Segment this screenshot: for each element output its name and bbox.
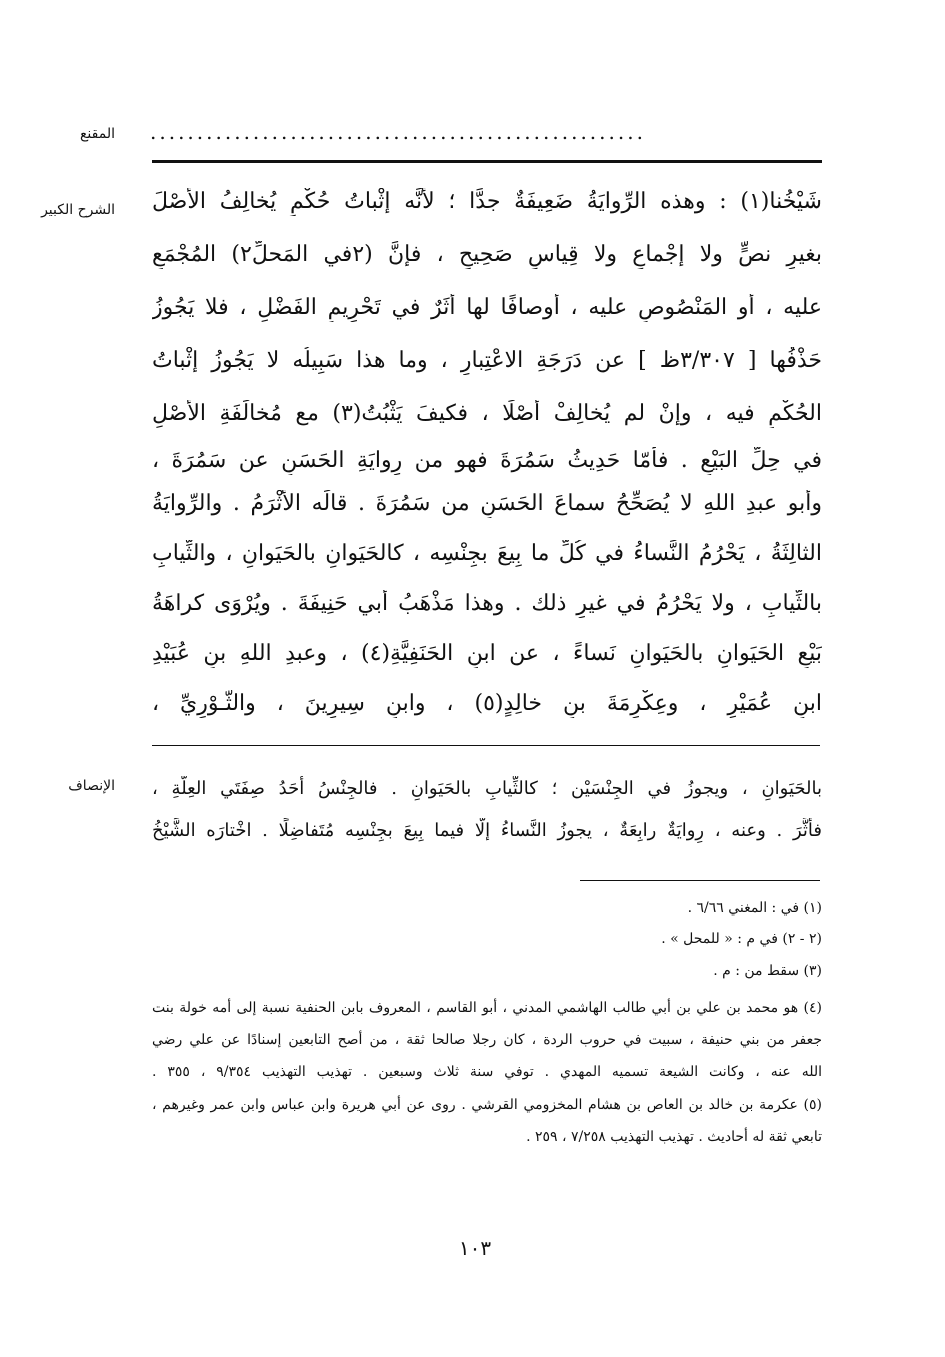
header-rule xyxy=(152,160,822,163)
footnote: (٣) سقط من : م . xyxy=(713,963,822,979)
footnote: الله عنه ، وكانت الشيعة تسميه المهدي . توفي سنة ثلاث وسبعين . تهذيب التهذيب ٩/٣٥٤ ، ٣٥٥ . xyxy=(152,1064,822,1080)
insaf-text-line: بالحَيَوانِ ، ويجوزُ في الجِنْسَيْن ؛ كالثِّيابِ بالحَيَوانِ . فالجِنْسُ أحَدُ صِفَتَي العِلَّةِ ، xyxy=(152,778,822,799)
main-text-line: ابنِ عُمَيْرٍ ، وعِكْرِمَةَ بنِ خالِدٍ(٥) ، وابنِ سِيرِينَ ، والثَّـوْرِيِّ ، xyxy=(152,691,822,716)
footnote: (١) في : المغني ٦/٦٦ . xyxy=(687,900,822,916)
main-text-line: الثالِثَةُ ، يَحْرُمُ النَّساءُ في كُلِّ ما بِيعَ بجِنْسِه ، كالحَيَوانِ بالحَيَوانِ ، والثِّيابِ xyxy=(152,541,822,566)
book-title: المقنع xyxy=(79,126,115,142)
footnote: (٢ - ٢) في م : « للمحل » . xyxy=(661,931,822,947)
main-text-line: بغيرِ نصٍّ ولا إجْماعٍ ولا قِياسٍ صَحِيحٍ ، فإنَّ (٢في المَحلِّ٢) المُجْمَعِ xyxy=(152,242,822,267)
section-label-insaf: الإنصاف xyxy=(68,778,115,794)
main-text-line: وأبو عبدِ اللهِ لا يُصَحِّحُ سماعَ الحَسَنِ من سَمُرَةَ . قالَه الأثْرَمُ . والرِّوايَةُ xyxy=(152,491,822,516)
section-label-sharh: الشرح الكبير xyxy=(41,202,115,218)
main-text-line: الحُكْمِ فيه ، وإنْ لم يُخالِفْ أصْلًا ، فكيفَ يَثْبُتُ(٣) مع مُخالَفَةِ الأصْلِ xyxy=(152,401,822,426)
insaf-text-line: فأثَّرَ . وعنه ، رِوايَةٌ رابِعَةٌ ، يجوزُ النَّساءُ إلَّا فيما بِيعَ بجِنْسِه مُتَفاضِلًا . اخْتارَه الشَّيْخُ xyxy=(152,820,822,841)
page-number: ١٠٣ xyxy=(458,1236,492,1260)
footnote: جعفر من بني حنيفة ، سبيت في حروب الردة ، كان رجلا صالحا ثقة ، من أصح التابعين إسنادًا عن علي رضي xyxy=(152,1032,822,1048)
section-divider xyxy=(152,745,820,746)
main-text-line: عليه ، أو المَنْصُوصِ عليه ، أوصافًا لها أثَرٌ في تَحْرِيمِ الفَضْلِ ، فلا يَجُوزُ xyxy=(152,295,822,320)
main-text-line: حَذْفُها [ ٣/٣٠٧ظ ] عن دَرَجَةِ الاعْتِبارِ ، وما هذا سَبِيلُه لا يَجُوزُ إثْباتُ xyxy=(152,348,822,373)
dotted-leader: ..................................................... xyxy=(150,122,646,142)
main-text-line: شَيْخُنا(١) : وهذه الرِّوايَةُ ضَعِيفَةٌ جدًّا ؛ لأنَّه إثْباتُ حُكْمٍ يُخالِفُ الأَصْلَ xyxy=(152,189,822,214)
main-text-line: بالثِّيابِ ، ولا يَحْرُمُ في غيرِ ذلك . وهذا مَذْهَبُ أبي حَنِيفَةَ . ويُرْوَى كراهَةُ xyxy=(152,591,822,616)
footnote: تابعي ثقة له أحاديث . تهذيب التهذيب ٧/٢٥٨ ، ٢٥٩ . xyxy=(526,1129,822,1145)
footnote-divider xyxy=(580,880,820,881)
main-text-line: في حِلِّ البَيْعِ . فأمّا حَدِيثُ سَمُرَةَ فهو من رِوايَةِ الحَسَنِ عن سَمُرَةَ ، xyxy=(152,448,822,473)
footnote: (٥) عكرمة بن خالد بن العاص بن هشام المخزومي القرشي . روى عن أبي هريرة وابن عباس وابن عمر وغيرهم ، xyxy=(152,1097,822,1113)
footnote: (٤) هو محمد بن علي بن أبي طالب الهاشمي المدني ، أبو القاسم ، المعروف بابن الحنفية نسبة إلى أمه خولة بنت xyxy=(152,1000,822,1016)
main-text-line: بَيْعِ الحَيَوانِ بالحَيَوانِ نَساءً ، عن ابنِ الحَنَفِيَّةِ(٤) ، وعبدِ اللهِ بنِ عُبَيْدِ xyxy=(152,641,822,666)
